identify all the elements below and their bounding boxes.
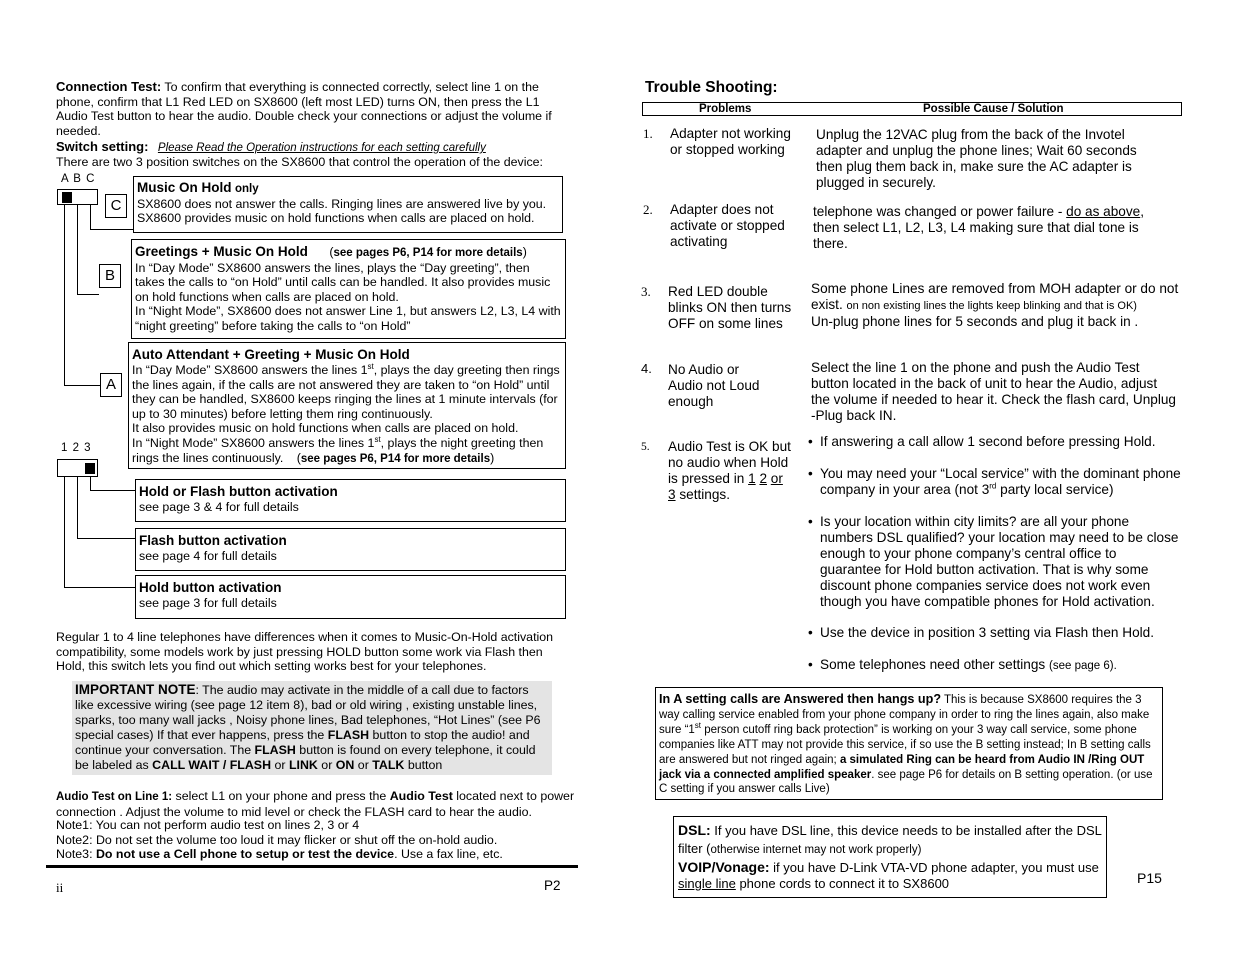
mode-c-line1: SX8600 does not answer the calls. Ringing lines are answered live by you. <box>137 196 547 211</box>
row-5-problem: Audio Test is OK but no audio when Hold is pressed in 1 2 or 3 settings. <box>668 439 791 502</box>
mode-c-box <box>133 176 563 233</box>
bullet-4: • Use the device in position 3 setting via Flash then Hold. <box>808 625 1190 641</box>
mode-a-body2: It also provides music on hold functions when calls are placed on hold. <box>132 421 519 436</box>
row-1-problem: Adapter not working or stopped working <box>670 126 791 157</box>
mode-c-title-suffix: only <box>234 183 259 195</box>
switch-setting-title: Switch setting: <box>56 139 149 154</box>
mode-a-title: Auto Attendant + Greeting + Music On Hold <box>132 347 410 362</box>
row-2-solution: telephone was changed or power failure - do as above, then select L1, L2, L3, L4 making sure that dial tone is there. <box>813 204 1145 251</box>
dsl-text: DSL: If you have DSL line, this device needs to be installed after the DSL filter (otherwise internet may not work properly) <box>678 822 1102 856</box>
hold-mode-1-sub: see page 3 & 4 for full details <box>139 500 299 514</box>
mode-a-body3: In “Night Mode” SX8600 answers the lines 1st, plays the night greeting then rings the lines continuously. (see pages P6, P14 for more details) <box>132 434 544 465</box>
row-1-solution: Unplug the 12VAC plug from the back of the Invotel adapter and unplug the phone lines; Wait 60 seconds then plug them back in, make sure the AC adapter is plugged in securely. <box>816 127 1137 190</box>
connection-test-body: To confirm that everything is connected correctly, select line 1 on the phone, confirm that L1 Red LED on SX8600 (left most LED) turns ON, then press the L1 Audio Test button to hear the audio. Double check your connections or adjust the volume if needed. <box>56 80 552 138</box>
bullet-3: • Is your location within city limits? are all your phone numbers DSL qualified? your location may need to be close enough to your phone company’s central office to guarantee for Hold button activation. That is why some discount phone companies service does not work even though you have compatible phones for Hold activation. <box>808 514 1180 610</box>
trouble-table-header <box>642 102 1182 116</box>
switch-setting-note: Please Read the Operation instructions for each setting carefully <box>157 142 486 154</box>
switch-abc <box>57 189 98 205</box>
audio-note-3: Note3: Do not use a Cell phone to setup or test the device. Use a fax line, etc. <box>56 847 503 861</box>
row-4-problem: No Audio or Audio not Loud enough <box>668 362 760 409</box>
mode-b-body1: In “Day Mode” SX8600 answers the lines, plays the “Day greeting”, then takes the calls to “on Hold” until calls can be handled. It also provides music on hold functions when calls are placed on hold. <box>135 260 551 304</box>
mode-a-letter: A <box>100 373 122 397</box>
hold-mode-box-1 <box>135 479 566 522</box>
right-page-number: P15 <box>1137 870 1162 886</box>
row-2-number: 2. <box>643 202 653 217</box>
header-problems: Problems <box>699 103 752 115</box>
switch-setting-intro: There are two 3 position switches on the SX8600 that control the operation of the device: <box>56 155 543 169</box>
mode-c-title: Music On Hold <box>137 180 232 195</box>
bullet-1: • If answering a call allow 1 second before pressing Hold. <box>808 434 1190 450</box>
mode-c-line2: SX8600 provides music on hold functions when calls are placed on hold. <box>137 211 535 226</box>
mode-b-ref: see pages P6, P14 for more details <box>333 247 523 259</box>
mode-b-box: Greetings + Music On Hold (see pages P6, P14 for more details) In “Day Mode” SX8600 answers the lines, plays the “Day greeting”, then takes the calls to “on Hold” until calls can be handled. It also provides music on hold functions when calls are placed on hold. In “Night Mode”, SX8600 does not answer Line 1, but answers L2, L3, L4 with “night greeting” before taking the calls to “on Hold” <box>131 239 566 339</box>
footer-rule <box>46 865 578 868</box>
hold-mode-box-3 <box>135 575 566 619</box>
setting-a-box: In A setting calls are Answered then hangs up? This is because SX8600 requires the 3 way calling service enabled from your phone company in order to ring the lines again, also make sure “1st person cutoff ring back protection” is working on your 3 way call service, some phone companies like ATT may not provide this service, if so use the B setting instead; In B setting calls are answered but not ringed again; a simulated Ring can be heard from Audio IN /Ring OUT jack via a connected amplified speaker. see page P6 for details on B setting operation. (or use C setting if you answer calls Live) <box>655 687 1163 800</box>
bullet-5: • Some telephones need other settings (see page 6). <box>808 657 1190 674</box>
mode-c-letter: C <box>105 194 127 218</box>
important-note: IMPORTANT NOTE: The audio may activate in the middle of a call due to factors like excessive wiring (see page 12 item 8), bad or old wiring , existing unstable lines, sparks, too many wall jacks , Noisy phone lines, Bad telephones, “Hot Lines” (see P6 special cases) If that ever happens, press the FLASH button to stop the audio! and continue your conversation. The FLASH button is found on every telephone, it could be labeled as CALL WAIT / FLASH or LINK or ON or TALK button <box>72 681 552 775</box>
voip-text: VOIP/Vonage: if you have D-Link VTA-VD phone adapter, you must use single line phone cords to connect it to SX8600 <box>678 859 1099 891</box>
hold-mode-2-title: Flash button activation <box>139 533 287 548</box>
hold-mode-3-sub: see page 3 for full details <box>139 596 277 610</box>
row-4-number: 4. <box>641 361 652 376</box>
mode-b-title: Greetings + Music On Hold <box>135 244 308 259</box>
hold-mode-3-title: Hold button activation <box>139 580 282 595</box>
switch-setting-heading <box>56 140 576 156</box>
header-solution: Possible Cause / Solution <box>923 103 1064 115</box>
switch-abc-knob <box>62 192 72 203</box>
hold-mode-2-sub: see page 4 for full details <box>139 549 277 563</box>
hold-mode-1-title: Hold or Flash button activation <box>139 484 338 499</box>
mode-a-box <box>128 342 566 469</box>
mode-a-ref: see pages P6, P14 for more details <box>300 452 491 465</box>
audio-note-2: Note2: Do not set the volume too loud it may flicker or shut off the on-hold audio. <box>56 833 498 847</box>
row-3-number: 3. <box>641 284 651 299</box>
switch-123-label: 1 2 3 <box>61 442 92 454</box>
row-2-problem: Adapter does not activate or stopped activating <box>670 202 785 249</box>
mode-b-body2: In “Night Mode”, SX8600 does not answer Line 1, but answers L2, L3, L4 with “night greeting” before taking the calls to “on Hold” <box>135 304 561 333</box>
footer-right-page-number: P2 <box>544 878 561 893</box>
row-1-number: 1. <box>643 126 653 141</box>
row-4-solution: Select the line 1 on the phone and push the Audio Test button located in the back of unit to hear the Audio, adjust the volume if needed to hear it. Check the flash card, Unplug -Plug back IN. <box>811 360 1176 423</box>
dsl-box <box>673 816 1107 898</box>
switch-abc-label: A B C <box>61 173 96 185</box>
switch-123-knob <box>85 463 95 474</box>
audio-note-1: Note1: You can not perform audio test on lines 2, 3 or 4 <box>56 818 360 832</box>
row-3-problem: Red LED double blinks ON then turns OFF on some lines <box>668 284 792 331</box>
row-3-solution: Some phone Lines are removed from MOH adapter or do not exist. on non existing lines the lights keep blinking and that is OK) Un-plug phone lines for 5 seconds and plug it back in . <box>811 281 1179 329</box>
regular-telephones-paragraph: Regular 1 to 4 line telephones have differences when it comes to Music-On-Hold activation compatibility, some models work by just pressing HOLD button some work via Flash then Hold, this switch lets you find out which setting works best for your telephones. <box>56 630 554 674</box>
bullet-2: • You may need your “Local service” with the dominant phone company in your area (not 3rd party local service) <box>808 466 1190 498</box>
trouble-shooting-title: Trouble Shooting: <box>645 79 778 96</box>
connection-test-title: Connection Test: <box>56 79 162 94</box>
switch-123 <box>57 459 98 477</box>
footer-left-page-number: ii <box>56 880 64 895</box>
mode-a-body1: In “Day Mode” SX8600 answers the lines 1st, plays the day greeting then rings the lines again, if the calls are not answered they are taken to “on Hold” until they can be handled, SX8600 keeps ringing the lines at 1 minute intervals (for up to 30 minutes) before letting them ring continuously. <box>132 361 560 421</box>
hold-mode-box-2 <box>135 528 566 571</box>
audio-test-paragraph: Audio Test on Line 1: select L1 on your phone and press the Audio Test located next to power connection . Adjust the volume to mid level or check the FLASH card to hear the audio. <box>56 789 575 819</box>
connection-test-paragraph <box>56 80 571 138</box>
row-5-number: 5. <box>641 441 650 453</box>
mode-b-letter: B <box>99 264 121 288</box>
